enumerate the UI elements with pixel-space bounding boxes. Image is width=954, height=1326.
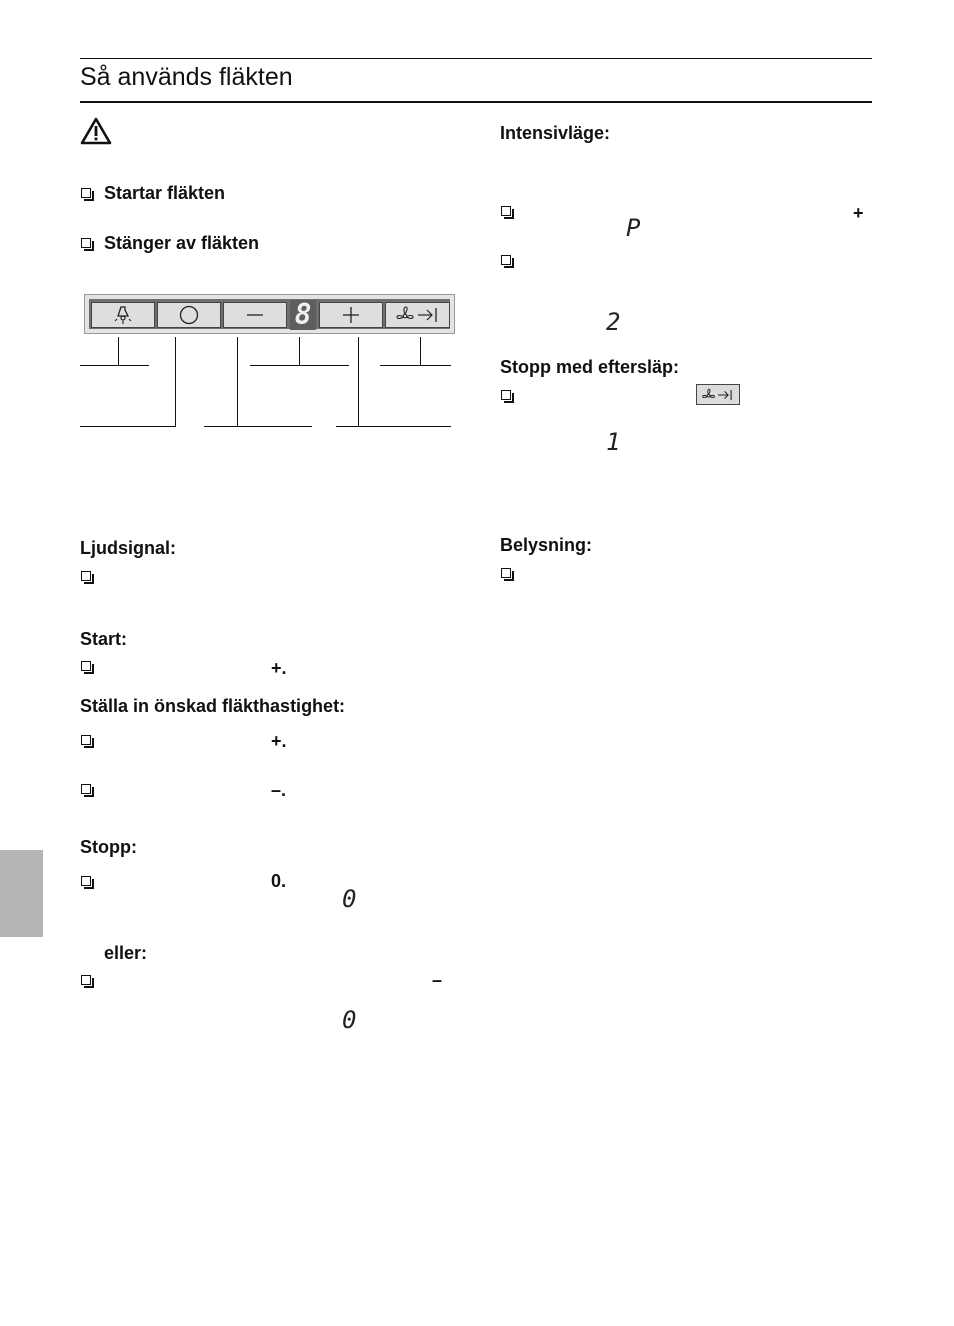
start-heading: Start: [80,629,128,649]
circle-icon [178,304,200,326]
speed-key-plus: +. [271,731,287,751]
checkbox-bullet [81,876,91,886]
power-button[interactable] [157,302,221,328]
belysning-heading: Belysning: [500,535,593,555]
fan-afterrun-button[interactable] [385,302,450,328]
callout-line [250,365,349,366]
callout-line [80,365,149,366]
callout-line [80,426,176,427]
checkbox-bullet [81,571,91,581]
callout-line [420,337,421,366]
display-readout: 0 [342,1006,357,1034]
checkbox-bullet [501,568,511,578]
display-readout: P [626,214,641,242]
callout-line [380,365,451,366]
lamp-icon [112,304,134,326]
fan-afterrun-icon [699,387,737,403]
fan-afterrun-key [696,384,740,405]
ljudsignal-heading: Ljudsignal: [80,538,176,558]
intensiv-heading: Intensivläge: [500,123,611,143]
callout-line [118,337,119,366]
callout-line [299,337,300,366]
efterslap-heading: Stopp med eftersläp: [500,357,680,377]
stopp-heading: Stopp: [80,837,137,857]
callout-line [237,337,238,427]
side-tab [0,850,43,937]
fan-afterrun-icon [394,304,442,326]
eller-key: – [432,970,443,990]
checkbox-bullet [81,784,91,794]
checkbox-bullet [81,188,91,198]
callout-line [175,337,176,427]
checkbox-bullet [81,661,91,671]
page-title: Så används fläkten [80,63,293,91]
checkbox-bullet [501,390,511,400]
plus-icon [340,304,362,326]
display-digit: 8 [294,298,312,331]
display-readout: 1 [606,428,621,456]
checkbox-bullet [501,206,511,216]
checkbox-bullet [81,975,91,985]
intensiv-key: + [853,203,864,223]
warning-triangle-icon [80,117,112,145]
stopp-key: 0. [271,871,287,891]
minus-icon [244,304,266,326]
speed-key-minus: –. [271,780,287,800]
bullet-stop-text: Stänger av fläkten [104,233,260,253]
checkbox-bullet [501,255,511,265]
callout-line [358,337,359,427]
eller-text: eller: [104,943,148,963]
display-window [290,300,316,330]
bullet-start-text: Startar fläkten [104,183,226,203]
top-rule [80,58,872,59]
callout-line [336,426,451,427]
control-panel [84,294,455,334]
checkbox-bullet [81,238,91,248]
display-readout: 2 [606,308,621,336]
title-rule [80,101,872,103]
checkbox-bullet [81,735,91,745]
minus-button[interactable] [223,302,287,328]
display-readout: 0 [342,885,357,913]
light-button[interactable] [91,302,155,328]
plus-button[interactable] [319,302,383,328]
speed-heading: Ställa in önskad fläkthastighet: [80,696,346,716]
callout-line [204,426,312,427]
start-key: +. [271,658,287,678]
